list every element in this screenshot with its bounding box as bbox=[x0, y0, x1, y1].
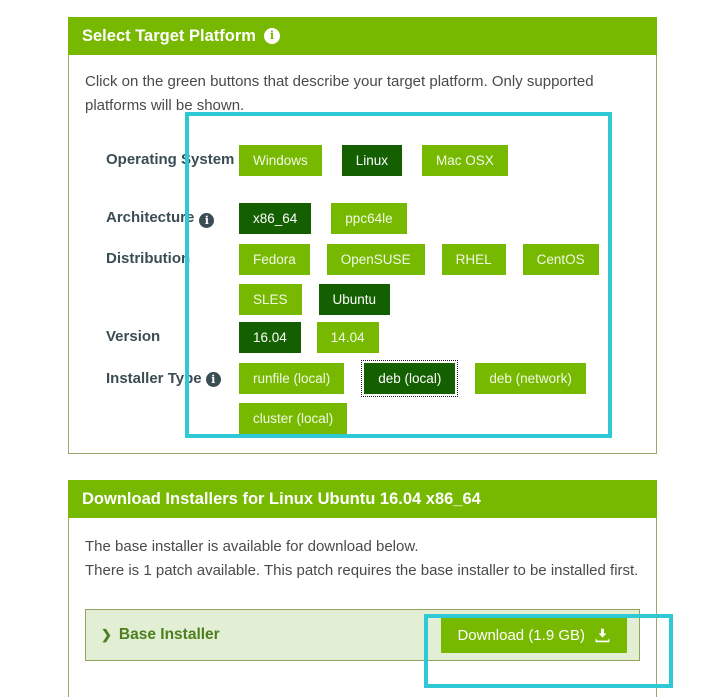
download-button-label: Download (1.9 GB) bbox=[457, 626, 585, 644]
distro-button-opensuse[interactable]: OpenSUSE bbox=[327, 244, 425, 275]
info-icon[interactable]: i bbox=[264, 28, 280, 44]
download-section-header bbox=[68, 480, 657, 518]
installer-button-deb-network[interactable]: deb (network) bbox=[475, 363, 586, 394]
os-button-windows[interactable]: Windows bbox=[239, 145, 322, 176]
installer-button-deb-local[interactable]: deb (local) bbox=[364, 363, 455, 394]
download-button[interactable] bbox=[441, 618, 627, 653]
distro-button-fedora[interactable]: Fedora bbox=[239, 244, 310, 275]
distro-button-centos[interactable]: CentOS bbox=[523, 244, 599, 275]
download-info-line-2: There is 1 patch available. This patch requires the base installer to be installed first. bbox=[85, 562, 639, 579]
download-installers-section bbox=[68, 480, 657, 697]
field-version bbox=[85, 322, 640, 353]
field-installer-type bbox=[85, 363, 640, 434]
distro-button-rhel[interactable]: RHEL bbox=[442, 244, 506, 275]
field-operating-system bbox=[85, 145, 640, 176]
distro-button-sles[interactable]: SLES bbox=[239, 284, 302, 315]
download-info-line-1: The base installer is available for download below. bbox=[85, 538, 419, 555]
select-target-platform-section bbox=[68, 17, 657, 454]
base-installer-title: Base Installer bbox=[118, 626, 220, 643]
distribution-label: Distribution bbox=[106, 250, 191, 267]
installer-type-label: Installer Type bbox=[106, 370, 202, 387]
platform-section-title: Select Target Platform bbox=[82, 27, 256, 45]
platform-section-header bbox=[68, 17, 657, 55]
operating-system-label: Operating System bbox=[106, 151, 235, 168]
installer-button-runfile-local[interactable]: runfile (local) bbox=[239, 363, 344, 394]
version-button-14-04[interactable]: 14.04 bbox=[317, 322, 379, 353]
version-button-16-04[interactable]: 16.04 bbox=[239, 322, 301, 353]
architecture-label: Architecture bbox=[106, 209, 195, 226]
arch-button-ppc64le[interactable]: ppc64le bbox=[331, 203, 406, 234]
info-icon[interactable]: i bbox=[206, 372, 221, 387]
download-section-title: Download Installers for Linux Ubuntu 16.04 x86_64 bbox=[82, 490, 481, 508]
base-installer-row[interactable] bbox=[85, 609, 640, 661]
installer-button-cluster-local[interactable]: cluster (local) bbox=[239, 403, 347, 434]
info-icon[interactable]: i bbox=[199, 213, 214, 228]
version-label: Version bbox=[106, 328, 161, 345]
field-architecture bbox=[85, 203, 640, 234]
chevron-right-icon: ❯ bbox=[101, 627, 112, 642]
download-icon bbox=[594, 628, 611, 643]
platform-description: Click on the green buttons that describe your target platform. Only supported platforms will be shown. bbox=[85, 73, 594, 114]
os-button-mac-osx[interactable]: Mac OSX bbox=[422, 145, 508, 176]
os-button-linux[interactable]: Linux bbox=[342, 145, 402, 176]
arch-button-x86-64[interactable]: x86_64 bbox=[239, 203, 311, 234]
field-distribution bbox=[85, 244, 640, 315]
distro-button-ubuntu[interactable]: Ubuntu bbox=[319, 284, 391, 315]
